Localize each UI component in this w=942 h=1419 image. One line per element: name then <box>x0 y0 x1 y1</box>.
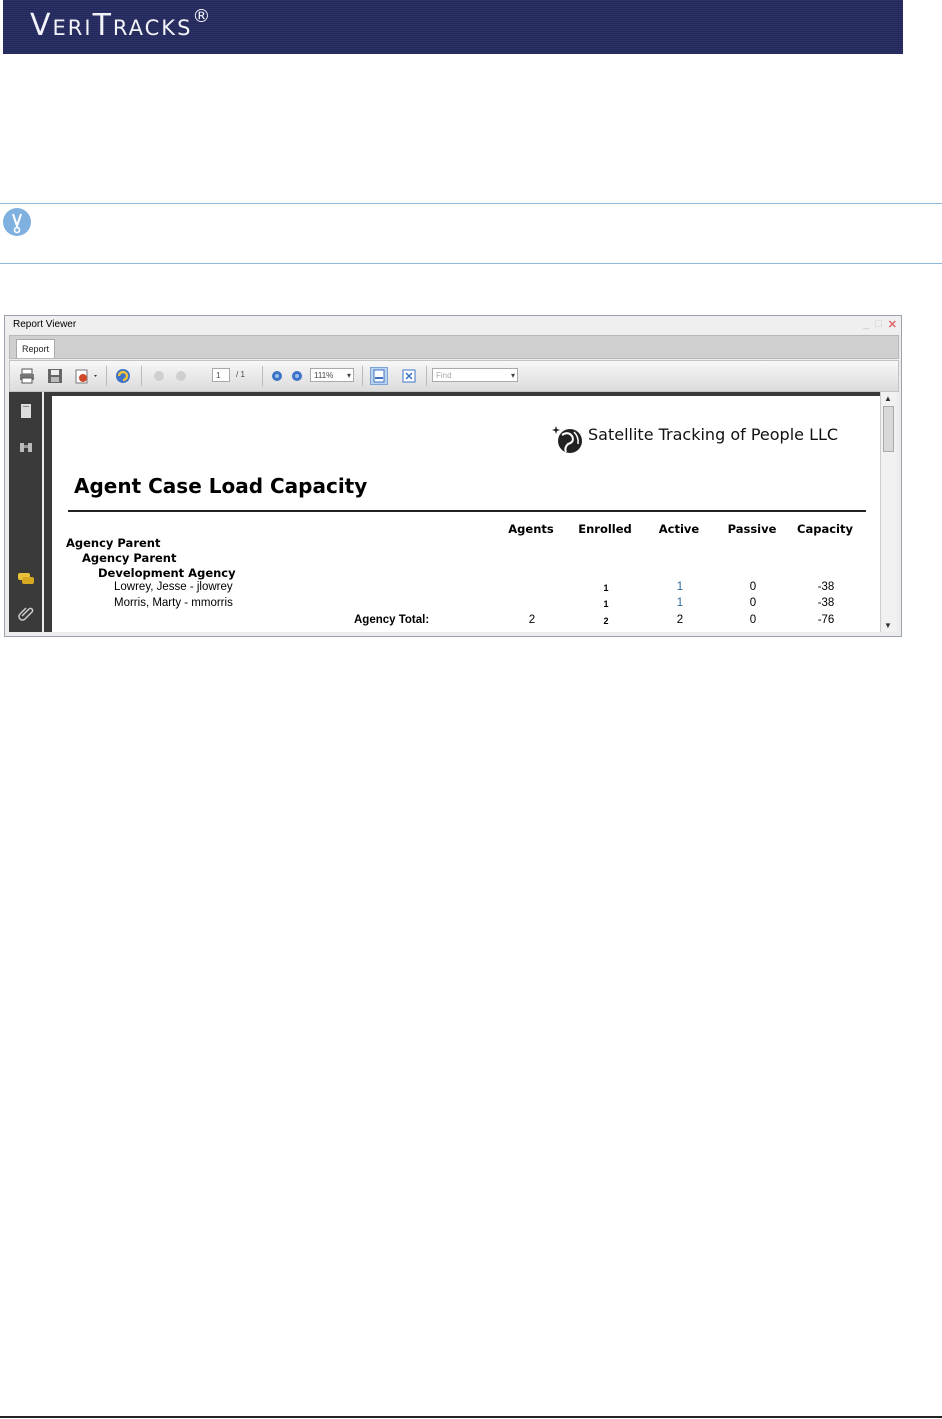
page-number-input[interactable]: 1 <box>212 368 230 382</box>
total-passive-value: 0 <box>749 614 757 626</box>
back-icon[interactable] <box>268 367 286 385</box>
binoculars-icon[interactable] <box>17 438 35 456</box>
chevron-down-icon: ▾ <box>346 371 351 380</box>
scroll-down-icon[interactable]: ▼ <box>884 621 892 630</box>
hierarchy-level-2: Agency Parent <box>82 551 177 565</box>
full-page-icon[interactable] <box>400 367 418 385</box>
capacity-value: -38 <box>817 597 835 609</box>
column-header-passive: Passive <box>727 522 777 536</box>
report-page <box>52 396 880 632</box>
active-value: 1 <box>676 597 684 609</box>
attachment-icon[interactable] <box>17 604 35 622</box>
page-total: / 1 <box>236 370 245 379</box>
active-value: 1 <box>676 581 684 593</box>
globe-logo-icon <box>552 422 586 456</box>
save-icon[interactable] <box>46 367 64 385</box>
toolbar-separator <box>106 366 107 386</box>
first-page-icon[interactable] <box>150 367 168 385</box>
print-icon[interactable] <box>18 367 36 385</box>
total-agents-value: 2 <box>528 614 536 626</box>
pages-panel-icon[interactable] <box>17 402 35 420</box>
report-title: Agent Case Load Capacity <box>74 474 368 498</box>
minimize-button[interactable]: _ <box>863 318 870 330</box>
window-titlebar <box>5 316 901 334</box>
left-navigation-panel <box>9 392 42 632</box>
toolbar-separator <box>426 366 427 386</box>
title-rule <box>68 510 866 512</box>
close-button[interactable]: ✕ <box>887 319 897 331</box>
toolbar-separator <box>262 366 263 386</box>
passive-value: 0 <box>749 581 757 593</box>
maximize-button[interactable]: □ <box>875 318 882 330</box>
zoom-value: 111% <box>314 371 334 380</box>
find-input[interactable] <box>432 368 518 382</box>
scroll-up-icon[interactable]: ▲ <box>884 394 892 403</box>
comments-icon[interactable] <box>17 570 35 588</box>
export-icon[interactable] <box>74 367 100 385</box>
column-header-active: Active <box>658 522 700 536</box>
forward-icon[interactable] <box>288 367 306 385</box>
find-placeholder: Find <box>436 371 452 380</box>
viewer-toolbar <box>9 360 899 392</box>
toolbar-separator <box>141 366 142 386</box>
brand-banner <box>3 0 903 54</box>
agent-row-name: Lowrey, Jesse - jlowrey <box>114 581 233 593</box>
window-controls <box>863 318 897 331</box>
report-viewer-window <box>4 315 902 637</box>
note-icon <box>3 208 31 236</box>
scrollbar-thumb[interactable] <box>883 406 894 452</box>
total-active-value: 2 <box>676 614 684 626</box>
previous-page-icon[interactable] <box>172 367 190 385</box>
zoom-select[interactable] <box>310 368 354 382</box>
hierarchy-level-1: Agency Parent <box>66 536 161 550</box>
refresh-icon[interactable] <box>114 367 132 385</box>
column-header-capacity: Capacity <box>797 522 853 536</box>
note-bottom-rule <box>0 263 942 264</box>
toolbar-separator <box>362 366 363 386</box>
tab-strip <box>9 335 899 359</box>
enrolled-value: 1 <box>603 583 609 593</box>
company-name: Satellite Tracking of People LLC <box>588 425 839 444</box>
column-header-enrolled: Enrolled <box>578 522 632 536</box>
brand-logo <box>30 8 212 43</box>
chevron-down-icon: ▾ <box>510 371 515 380</box>
hierarchy-level-3: Development Agency <box>98 566 236 580</box>
agency-total-label: Agency Total: <box>354 614 430 626</box>
brand-mark: ® <box>192 6 213 27</box>
total-enrolled-value: 2 <box>603 616 609 626</box>
page-width-icon[interactable] <box>370 367 388 385</box>
enrolled-value: 1 <box>603 599 609 609</box>
agent-row-name: Morris, Marty - mmorris <box>114 597 233 609</box>
window-title: Report Viewer <box>13 319 77 330</box>
vertical-scrollbar[interactable] <box>880 392 897 632</box>
column-header-agents: Agents <box>508 522 554 536</box>
note-top-rule <box>0 203 942 204</box>
total-capacity-value: -76 <box>817 614 835 626</box>
brand-name: VeriTracks <box>30 8 193 43</box>
page-footer-rule <box>0 1416 942 1418</box>
capacity-value: -38 <box>817 581 835 593</box>
document-frame <box>44 392 880 632</box>
tab-report[interactable]: Report <box>16 339 55 358</box>
passive-value: 0 <box>749 597 757 609</box>
